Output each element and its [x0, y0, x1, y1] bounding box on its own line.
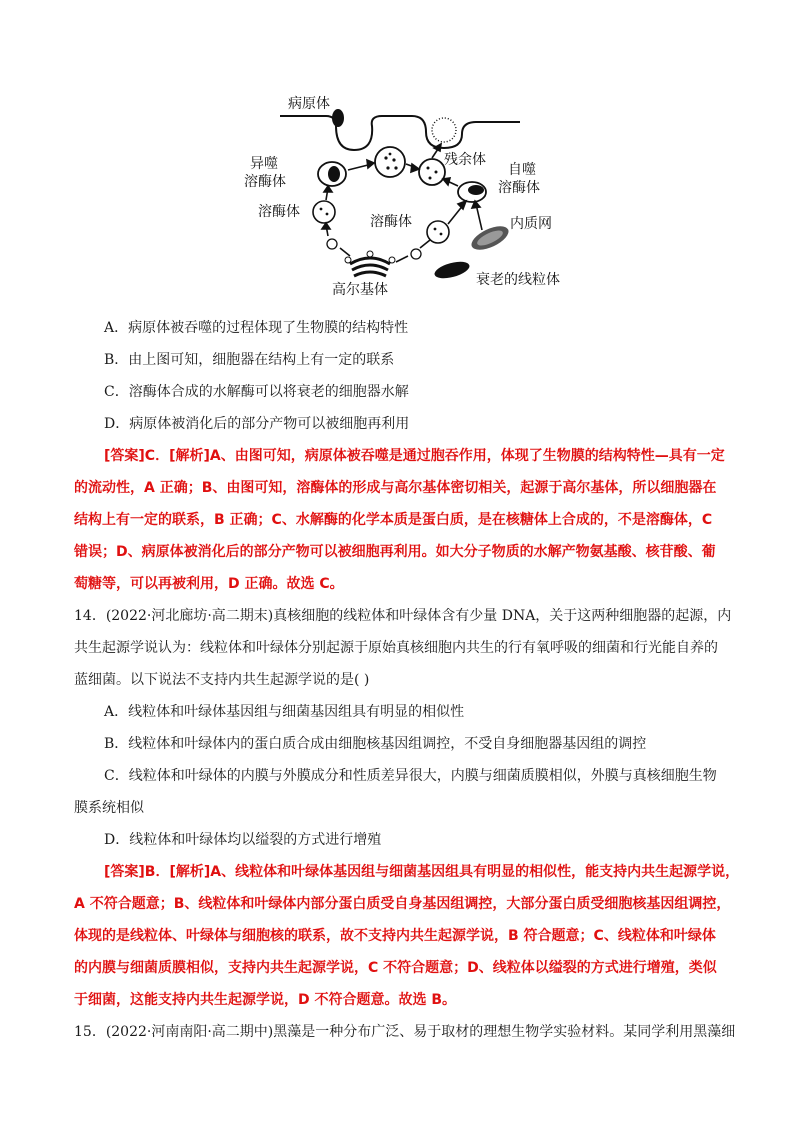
old-mito-shape [433, 259, 471, 282]
q13-answer-line: 错误；D、病原体被消化后的部分产物可以被细胞再利用。如大分子物质的水解产物氨基酸、核苷酸、葡 [74, 544, 716, 560]
q14-answer-line: A 不符合题意；B、线粒体和叶绿体内部分蛋白质受自身基因组调控，大部分蛋白质受细胞核基因组调控， [74, 896, 731, 912]
pathogen-shape [332, 109, 344, 127]
label-lysosome-left: 溶酶体 [258, 204, 300, 220]
q14-option-c-cont: 膜系统相似 [74, 800, 144, 816]
q13-option-d: D．病原体被消化后的部分产物可以被细胞再利用 [104, 416, 410, 432]
label-old-mito: 衰老的线粒体 [476, 272, 560, 288]
residual-body-shape [419, 159, 445, 185]
q14-option-b: B．线粒体和叶绿体内的蛋白质合成由细胞核基因组调控，不受自身细胞器基因组的调控 [104, 736, 647, 752]
q14-answer-line: 的内膜与细菌质膜相似，支持内共生起源学说，C 不符合题意；D、线粒体以缢裂的方式进行增殖，类似 [74, 960, 717, 976]
q13-option-b: B．由上图可知，细胞器在结构上有一定的联系 [104, 352, 395, 368]
label-heterophagic: 异噬 [250, 156, 278, 172]
label-heterophagic-lysosome: 溶酶体 [244, 174, 286, 190]
label-autophagic: 自噬 [508, 162, 536, 178]
residual-exocytosis-vesicle [432, 118, 456, 142]
q14-stem-line: 共生起源学说认为：线粒体和叶绿体分别起源于原始真核细胞内共生的行有氧呼吸的细菌和行光能自养的 [74, 640, 718, 656]
q14-option-c: C．线粒体和叶绿体的内膜与外膜成分和性质差异很大，内膜与细菌质膜相似，外膜与真核细胞生物 [104, 768, 717, 784]
label-golgi: 高尔基体 [332, 282, 388, 298]
cell-membrane [280, 116, 520, 150]
golgi-vesicle-right [411, 249, 421, 259]
lysosome-diagram-svg [240, 88, 570, 298]
q14-option-d: D．线粒体和叶绿体均以缢裂的方式进行增殖 [104, 832, 382, 848]
q13-answer-line: 结构上有一定的联系，B 正确；C、水解酶的化学本质是蛋白质，是在核糖体上合成的，不是溶酶体，C [74, 512, 713, 528]
label-er: 内质网 [510, 216, 552, 232]
lysosome-left-shape [313, 201, 335, 223]
q14-answer-line: 于细菌，这能支持内共生起源学说，D 不符合题意。故选 B。 [74, 992, 457, 1008]
label-pathogen: 病原体 [288, 96, 330, 112]
label-lysosome-mid: 溶酶体 [370, 214, 412, 230]
q15-stem-line: 15．(2022·河南南阳·高二期中)黑藻是一种分布广泛、易于取材的理想生物学实验材料。某同学利用黑藻细 [74, 1024, 736, 1040]
q13-answer-line: 的流动性，A 正确；B、由图可知，溶酶体的形成与高尔基体密切相关，起源于高尔基体，所以细胞器在 [74, 480, 717, 496]
golgi-vesicle-left [327, 239, 337, 249]
er-shape [468, 221, 512, 254]
q13-option-a: A．病原体被吞噬的过程体现了生物膜的结构特性 [104, 320, 409, 336]
q13-answer-line: 萄糖等，可以再被利用，D 正确。故选 C。 [74, 576, 344, 592]
golgi-shape [345, 251, 395, 276]
lysosome-mid-shape [427, 221, 449, 243]
q13-option-c: C．溶酶体合成的水解酶可以将衰老的细胞器水解 [104, 384, 409, 400]
q13-answer-line: [答案]C．[解析]A、由图可知，病原体被吞噬是通过胞吞作用，体现了生物膜的结构特性—具有一定 [104, 448, 725, 464]
label-residual-body: 残余体 [444, 152, 486, 168]
q14-answer-line: 体现的是线粒体、叶绿体与细胞核的联系，故不支持内共生起源学说，B 符合题意；C、线粒体和叶绿体 [74, 928, 716, 944]
digesting-vesicle [375, 147, 405, 177]
q14-option-a: A．线粒体和叶绿体基因组与细菌基因组具有明显的相似性 [104, 704, 465, 720]
label-autophagic-lysosome: 溶酶体 [498, 180, 540, 196]
q14-answer-line: [答案]B．[解析]A、线粒体和叶绿体基因组与细菌基因组具有明显的相似性，能支持内共生起源学说， [104, 864, 740, 880]
q14-stem-line: 蓝细菌。以下说法不支持内共生起源学说的是( ) [74, 672, 370, 688]
lysosome-diagram [240, 88, 570, 298]
engulfed-pathogen [328, 166, 340, 182]
q14-stem-line: 14．(2022·河北廊坊·高二期末)真核细胞的线粒体和叶绿体含有少量 DNA，关于这两种细胞器的起源，内 [74, 608, 732, 624]
